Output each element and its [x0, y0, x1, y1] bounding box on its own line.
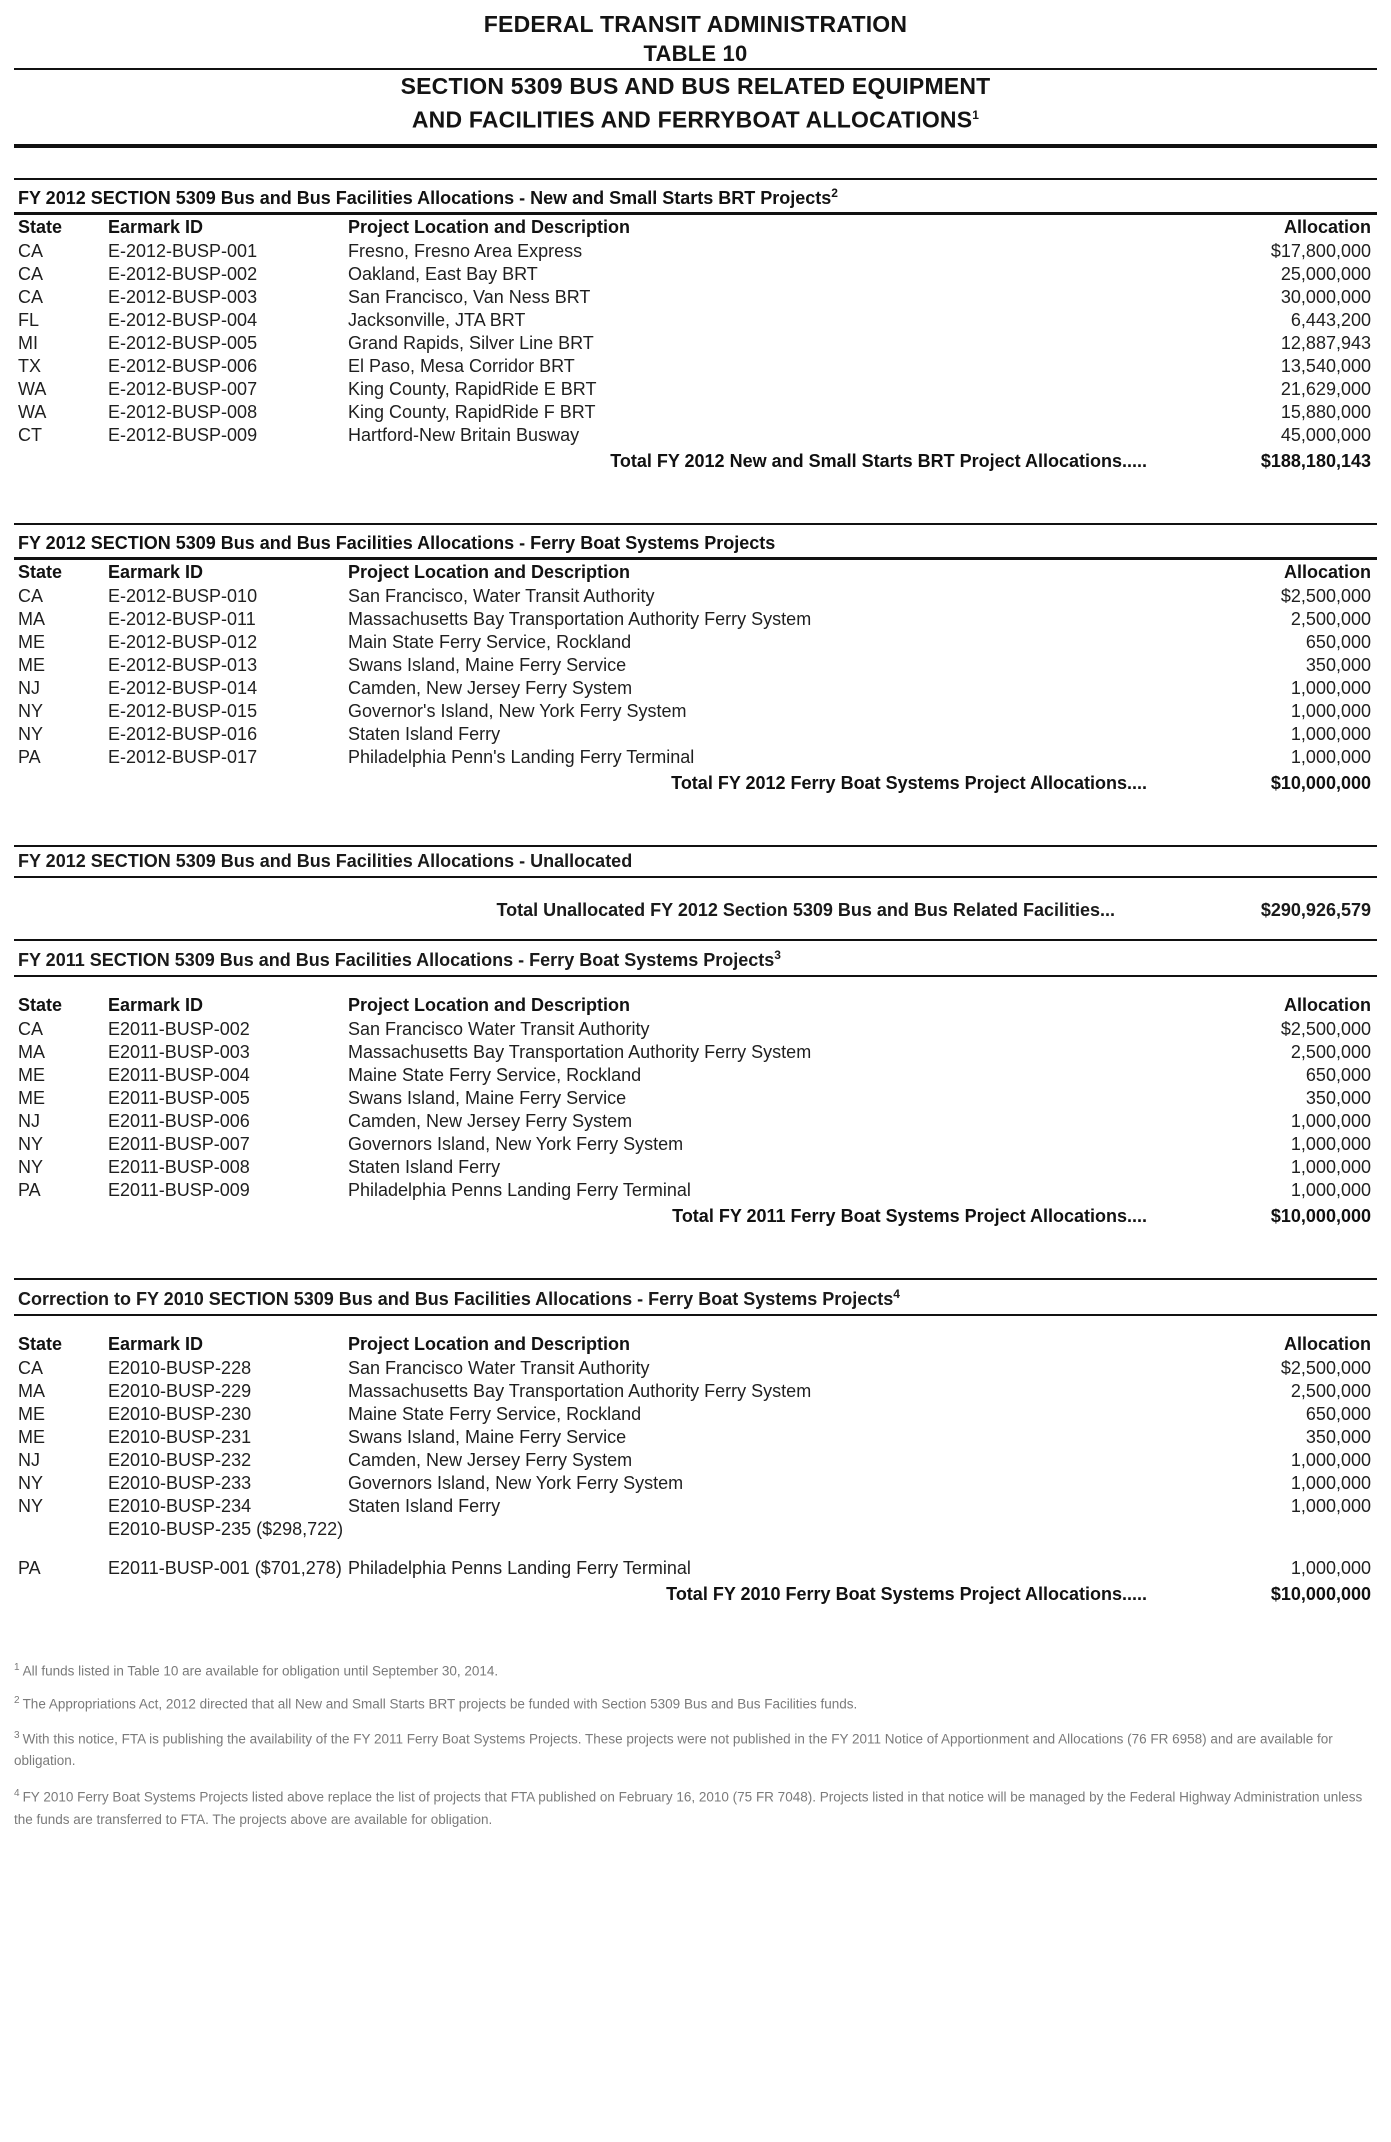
cell-allocation: 1,000,000 — [1290, 1179, 1371, 1200]
cell-description: Main State Ferry Service, Rockland — [348, 631, 632, 652]
table-row — [14, 746, 1377, 769]
total-label: Total FY 2010 Ferry Boat Systems Project Allocations..... — [666, 1583, 1147, 1604]
cell-description: Massachusetts Bay Transportation Authority Ferry System — [348, 1041, 812, 1062]
footnote-text: All funds listed in Table 10 are available for obligation until September 30, 2014. — [22, 1663, 499, 1679]
table-row — [14, 1380, 1377, 1403]
footnote-marker: 2 — [14, 1695, 20, 1707]
cell-description: San Francisco Water Transit Authority — [348, 1357, 650, 1378]
cell-earmark-id: E-2012-BUSP-004 — [108, 309, 258, 330]
cell-description: Massachusetts Bay Transportation Authority Ferry System — [348, 1380, 812, 1401]
cell-allocation: 350,000 — [1305, 1426, 1371, 1447]
cell-allocation: 1,000,000 — [1290, 1133, 1371, 1154]
cell-description: Governors Island, New York Ferry System — [348, 1472, 684, 1493]
column-header-earmark-id: Earmark ID — [108, 994, 204, 1015]
cell-earmark-id: E2011-BUSP-007 — [108, 1133, 250, 1154]
cell-allocation: 650,000 — [1305, 631, 1371, 652]
footnote-4 — [14, 1783, 1377, 1831]
cell-state: CA — [18, 1018, 44, 1039]
cell-earmark-id: E-2012-BUSP-005 — [108, 332, 258, 353]
section-fy2011-ferry — [14, 939, 1377, 1228]
column-header-earmark-id: Earmark ID — [108, 1333, 204, 1354]
allocations-table-fy2012-brt — [14, 215, 1377, 473]
cell-state: NY — [18, 1156, 44, 1177]
total-value: $10,000,000 — [1270, 772, 1371, 793]
column-header-description: Project Location and Description — [348, 216, 631, 237]
cell-description: Staten Island Ferry — [348, 1495, 501, 1516]
total-label: Total FY 2012 Ferry Boat Systems Project Allocations.... — [671, 772, 1147, 793]
cell-description: San Francisco, Water Transit Authority — [348, 585, 655, 606]
cell-allocation: 1,000,000 — [1290, 1495, 1371, 1516]
section-fy2012-brt — [14, 178, 1377, 473]
table-header-row — [14, 993, 1377, 1018]
cell-description: Camden, New Jersey Ferry System — [348, 1449, 633, 1470]
cell-state: NY — [18, 1133, 44, 1154]
total-value: $188,180,143 — [1260, 450, 1371, 471]
cell-allocation: 1,000,000 — [1290, 746, 1371, 767]
cell-allocation: 350,000 — [1305, 1087, 1371, 1108]
section-fy2010-correction — [14, 1278, 1377, 1606]
cell-description: Staten Island Ferry — [348, 723, 501, 744]
table-total-row — [14, 1202, 1377, 1228]
document-header — [0, 0, 1391, 135]
cell-allocation: 13,540,000 — [1280, 355, 1371, 376]
allocations-table-fy2011-ferry — [14, 977, 1377, 1228]
table-row — [14, 1110, 1377, 1133]
cell-earmark-id: E2010-BUSP-228 — [108, 1357, 252, 1378]
column-header-earmark-id: Earmark ID — [108, 216, 204, 237]
cell-earmark-id: E2010-BUSP-229 — [108, 1380, 252, 1401]
cell-earmark-id: E-2012-BUSP-016 — [108, 723, 258, 744]
cell-earmark-id: E2011-BUSP-006 — [108, 1110, 250, 1131]
cell-state: ME — [18, 631, 45, 652]
table-row — [14, 1018, 1377, 1041]
table-row — [14, 378, 1377, 401]
cell-state: CA — [18, 286, 44, 307]
cell-allocation: 1,000,000 — [1290, 1472, 1371, 1493]
cell-earmark-id: E2011-BUSP-004 — [108, 1064, 250, 1085]
table-row — [14, 1041, 1377, 1064]
unallocated-total-value: $290,926,579 — [1260, 899, 1371, 920]
column-header-state: State — [18, 1333, 63, 1354]
column-header-earmark-id: Earmark ID — [108, 561, 204, 582]
column-header-allocation: Allocation — [1283, 1333, 1371, 1354]
cell-earmark-id: E2011-BUSP-003 — [108, 1041, 250, 1062]
cell-description: Governors Island, New York Ferry System — [348, 1133, 684, 1154]
cell-description: Staten Island Ferry — [348, 1156, 501, 1177]
cell-allocation: 2,500,000 — [1290, 1041, 1371, 1062]
spacer — [0, 1258, 1391, 1278]
cell-state: MA — [18, 608, 45, 629]
table-number: TABLE 10 — [643, 41, 748, 66]
cell-state: NJ — [18, 677, 40, 698]
column-header-state: State — [18, 994, 63, 1015]
total-label: Total FY 2011 Ferry Boat Systems Project Allocations.... — [672, 1205, 1147, 1226]
title-footnote-marker: 1 — [972, 108, 980, 122]
section-banner-fy2012-ferry — [14, 523, 1377, 560]
table-row — [14, 401, 1377, 424]
table-row — [14, 1087, 1377, 1110]
cell-state: MA — [18, 1041, 45, 1062]
unallocated-total-row — [14, 878, 1377, 939]
table-row — [14, 723, 1377, 746]
cell-description: Camden, New Jersey Ferry System — [348, 677, 633, 698]
document-title-line-2 — [0, 101, 1391, 135]
cell-description: Maine State Ferry Service, Rockland — [348, 1064, 642, 1085]
footnote-3 — [14, 1725, 1377, 1773]
cell-earmark-id: E-2012-BUSP-001 — [108, 240, 258, 261]
section-banner-text: FY 2012 SECTION 5309 Bus and Bus Facilities Allocations - New and Small Starts BRT Projects — [18, 187, 832, 208]
cell-allocation: 15,880,000 — [1280, 401, 1371, 422]
cell-state: NJ — [18, 1449, 40, 1470]
spacer-cell — [14, 977, 1377, 993]
cell-allocation: 21,629,000 — [1280, 378, 1371, 399]
cell-state: MI — [18, 332, 38, 353]
cell-description: Philadelphia Penn's Landing Ferry Terminal — [348, 746, 695, 767]
total-value: $10,000,000 — [1270, 1583, 1371, 1604]
document-title-line-2-text: AND FACILITIES AND FERRYBOAT ALLOCATIONS — [411, 106, 973, 133]
cell-allocation: 650,000 — [1305, 1064, 1371, 1085]
cell-description: Philadelphia Penns Landing Ferry Terminal — [348, 1557, 691, 1578]
cell-state: CA — [18, 1357, 44, 1378]
cell-description: Grand Rapids, Silver Line BRT — [348, 332, 594, 353]
cell-description: Hartford-New Britain Busway — [348, 424, 580, 445]
table-total-row — [14, 769, 1377, 795]
cell-earmark-id: E2011-BUSP-001 ($701,278) — [108, 1557, 342, 1578]
allocations-table-fy2012-ferry — [14, 560, 1377, 795]
cell-earmark-id: E-2012-BUSP-003 — [108, 286, 258, 307]
cell-state: NY — [18, 1495, 44, 1516]
cell-description: Maine State Ferry Service, Rockland — [348, 1403, 642, 1424]
cell-allocation: 25,000,000 — [1280, 263, 1371, 284]
cell-allocation: $17,800,000 — [1270, 240, 1371, 261]
cell-description: El Paso, Mesa Corridor BRT — [348, 355, 575, 376]
cell-description: Swans Island, Maine Ferry Service — [348, 654, 627, 675]
spacer — [0, 148, 1391, 178]
cell-allocation: $2,500,000 — [1280, 1018, 1371, 1039]
cell-earmark-id: E-2012-BUSP-002 — [108, 263, 258, 284]
cell-state: NJ — [18, 1110, 40, 1131]
cell-allocation: 650,000 — [1305, 1403, 1371, 1424]
column-header-allocation: Allocation — [1283, 994, 1371, 1015]
section-banner-fy2012-brt — [14, 178, 1377, 215]
cell-description: San Francisco, Van Ness BRT — [348, 286, 591, 307]
table-row — [14, 424, 1377, 447]
table-row — [14, 677, 1377, 700]
cell-earmark-id: E2010-BUSP-232 — [108, 1449, 252, 1470]
cell-description: Swans Island, Maine Ferry Service — [348, 1087, 627, 1108]
cell-earmark-id: E-2012-BUSP-015 — [108, 700, 258, 721]
cell-state: ME — [18, 1064, 45, 1085]
table-row — [14, 1357, 1377, 1380]
table-sub-id-row — [14, 1518, 1377, 1541]
cell-earmark-id: E-2012-BUSP-006 — [108, 355, 258, 376]
cell-state: PA — [18, 746, 41, 767]
total-value: $10,000,000 — [1270, 1205, 1371, 1226]
section-banner-text: FY 2011 SECTION 5309 Bus and Bus Facilities Allocations - Ferry Boat Systems Projects — [18, 949, 775, 970]
cell-state: CA — [18, 263, 44, 284]
footnotes-block — [14, 1606, 1377, 1831]
cell-state: NY — [18, 1472, 44, 1493]
cell-earmark-id: E2011-BUSP-008 — [108, 1156, 250, 1177]
cell-earmark-id: E2010-BUSP-234 — [108, 1495, 252, 1516]
column-header-state: State — [18, 561, 63, 582]
cell-state: CA — [18, 240, 44, 261]
cell-state: CT — [18, 424, 42, 445]
table-row — [14, 608, 1377, 631]
cell-state: ME — [18, 654, 45, 675]
cell-state: ME — [18, 1426, 45, 1447]
cell-earmark-id: E2010-BUSP-233 — [108, 1472, 252, 1493]
table-header-row — [14, 560, 1377, 585]
column-header-description: Project Location and Description — [348, 1333, 631, 1354]
cell-state: MA — [18, 1380, 45, 1401]
spacer — [0, 1228, 1391, 1258]
cell-allocation: 12,887,943 — [1280, 332, 1371, 353]
cell-earmark-id: E-2012-BUSP-011 — [108, 608, 256, 629]
section-footnote-marker: 3 — [774, 947, 781, 962]
table-row — [14, 585, 1377, 608]
table-row — [14, 1064, 1377, 1087]
section-footnote-marker: 2 — [831, 185, 838, 200]
cell-allocation: 1,000,000 — [1290, 700, 1371, 721]
cell-description: Massachusetts Bay Transportation Authority Ferry System — [348, 608, 812, 629]
cell-description: Jacksonville, JTA BRT — [348, 309, 526, 330]
cell-sub-earmark-id: E2010-BUSP-235 ($298,722) — [108, 1518, 344, 1539]
cell-earmark-id: E2011-BUSP-005 — [108, 1087, 250, 1108]
cell-allocation: 6,443,200 — [1290, 309, 1371, 330]
table-row — [14, 1179, 1377, 1202]
table-row — [14, 654, 1377, 677]
cell-description: Fresno, Fresno Area Express — [348, 240, 583, 261]
cell-earmark-id: E2010-BUSP-230 — [108, 1403, 252, 1424]
cell-description: San Francisco Water Transit Authority — [348, 1018, 650, 1039]
footnote-marker: 4 — [14, 1788, 20, 1800]
table-header-row — [14, 215, 1377, 240]
cell-allocation: 2,500,000 — [1290, 608, 1371, 629]
footnote-text: FY 2010 Ferry Boat Systems Projects listed above replace the list of projects that FTA published on February 16, 2010 (75 FR 7048). Projects listed in that notice will be managed by the Federal Highway Administration unless the funds are transferred to FTA. The projects above are available for obligation. — [14, 1789, 1363, 1827]
footnote-text: With this notice, FTA is publishing the availability of the FY 2011 Ferry Boat Systems Projects. These projects were not published in the FY 2011 Notice of Apportionment and Allocations (76 FR 6958) and are available for obligation. — [14, 1731, 1333, 1769]
table-row — [14, 1449, 1377, 1472]
cell-state: FL — [18, 309, 40, 330]
spacer — [0, 825, 1391, 845]
cell-earmark-id: E-2012-BUSP-013 — [108, 654, 258, 675]
cell-description: King County, RapidRide E BRT — [348, 378, 597, 399]
spacer — [0, 503, 1391, 523]
cell-state: ME — [18, 1087, 45, 1108]
section-footnote-marker: 4 — [893, 1286, 900, 1301]
table-row — [14, 1495, 1377, 1518]
table-row — [14, 1557, 1377, 1580]
cell-state-empty — [14, 1518, 104, 1541]
cell-allocation: 30,000,000 — [1280, 286, 1371, 307]
cell-state: NY — [18, 723, 44, 744]
cell-earmark-id: E-2012-BUSP-014 — [108, 677, 258, 698]
cell-earmark-id: E-2012-BUSP-007 — [108, 378, 258, 399]
cell-state: ME — [18, 1403, 45, 1424]
footnote-marker: 1 — [14, 1661, 20, 1673]
table-row — [14, 1156, 1377, 1179]
cell-allocation: 2,500,000 — [1290, 1380, 1371, 1401]
table-spacer-row — [14, 1316, 1377, 1332]
table-spacer-row — [14, 1541, 1377, 1557]
table-row — [14, 1472, 1377, 1495]
table-row — [14, 240, 1377, 263]
cell-state: PA — [18, 1179, 41, 1200]
spacer — [0, 473, 1391, 503]
document-title-line-1: SECTION 5309 BUS AND BUS RELATED EQUIPMENT — [400, 73, 991, 99]
spacer-cell — [14, 1541, 1377, 1557]
cell-earmark-id: E2011-BUSP-002 — [108, 1018, 250, 1039]
cell-state: WA — [18, 401, 47, 422]
section-banner-fy2010-correction — [14, 1278, 1377, 1316]
cell-allocation: 1,000,000 — [1290, 1557, 1371, 1578]
cell-earmark-id: E-2012-BUSP-008 — [108, 401, 258, 422]
cell-description: Philadelphia Penns Landing Ferry Terminal — [348, 1179, 691, 1200]
cell-description: Oakland, East Bay BRT — [348, 263, 538, 284]
column-header-description: Project Location and Description — [348, 994, 631, 1015]
section-fy2012-ferry — [14, 523, 1377, 795]
table-row — [14, 1133, 1377, 1156]
table-total-row — [14, 1580, 1377, 1606]
column-header-allocation: Allocation — [1283, 216, 1371, 237]
table-header-row — [14, 1332, 1377, 1357]
cell-allocation: 45,000,000 — [1280, 424, 1371, 445]
table-total-row — [14, 447, 1377, 473]
cell-allocation: 1,000,000 — [1290, 1156, 1371, 1177]
unallocated-total-label: Total Unallocated FY 2012 Section 5309 Bus and Bus Related Facilities... — [496, 899, 1115, 920]
cell-description: King County, RapidRide F BRT — [348, 401, 596, 422]
cell-earmark-id: E-2012-BUSP-009 — [108, 424, 258, 445]
agency-title: FEDERAL TRANSIT ADMINISTRATION — [483, 11, 908, 37]
table-row — [14, 286, 1377, 309]
column-header-state: State — [18, 216, 63, 237]
footnote-marker: 3 — [14, 1729, 20, 1741]
footnote-1 — [14, 1658, 1377, 1681]
cell-allocation: 1,000,000 — [1290, 723, 1371, 744]
table-row — [14, 309, 1377, 332]
spacer-cell — [14, 1316, 1377, 1332]
cell-earmark-id: E-2012-BUSP-017 — [108, 746, 258, 767]
section-banner-text: FY 2012 SECTION 5309 Bus and Bus Facilities Allocations - Ferry Boat Systems Projects — [18, 532, 776, 553]
section-banner-fy2011-ferry — [14, 939, 1377, 977]
cell-allocation: $2,500,000 — [1280, 585, 1371, 606]
cell-allocation: 1,000,000 — [1290, 677, 1371, 698]
cell-allocation: 350,000 — [1305, 654, 1371, 675]
section-fy2012-unallocated — [14, 845, 1377, 939]
footnote-text: The Appropriations Act, 2012 directed that all New and Small Starts BRT projects be funded with Section 5309 Bus and Bus Facilities funds. — [22, 1696, 858, 1712]
header-divider-top — [14, 68, 1377, 70]
section-banner-unallocated: FY 2012 SECTION 5309 Bus and Bus Facilities Allocations - Unallocated — [14, 845, 1377, 878]
cell-state: NY — [18, 700, 44, 721]
table-row — [14, 1426, 1377, 1449]
cell-earmark-id: E-2012-BUSP-012 — [108, 631, 258, 652]
cell-state: PA — [18, 1557, 41, 1578]
cell-state: WA — [18, 378, 47, 399]
footnote-2 — [14, 1691, 1377, 1714]
table-row — [14, 631, 1377, 654]
cell-earmark-id: E-2012-BUSP-010 — [108, 585, 258, 606]
total-label: Total FY 2012 New and Small Starts BRT Project Allocations..... — [610, 450, 1147, 471]
table-row — [14, 332, 1377, 355]
cell-earmark-id: E2011-BUSP-009 — [108, 1179, 250, 1200]
table-row — [14, 1403, 1377, 1426]
table-spacer-row — [14, 977, 1377, 993]
cell-earmark-id: E2010-BUSP-231 — [108, 1426, 252, 1447]
table-row — [14, 263, 1377, 286]
column-header-description: Project Location and Description — [348, 561, 631, 582]
cell-allocation: $2,500,000 — [1280, 1357, 1371, 1378]
table-row — [14, 355, 1377, 378]
cell-description: Governor's Island, New York Ferry System — [348, 700, 687, 721]
cell-allocation: 1,000,000 — [1290, 1449, 1371, 1470]
table-row — [14, 700, 1377, 723]
section-banner-text: Correction to FY 2010 SECTION 5309 Bus and Bus Facilities Allocations - Ferry Boat Systems Projects — [18, 1288, 894, 1309]
cell-description: Camden, New Jersey Ferry System — [348, 1110, 633, 1131]
cell-description: Swans Island, Maine Ferry Service — [348, 1426, 627, 1447]
allocations-table-fy2010-correction — [14, 1316, 1377, 1606]
column-header-allocation: Allocation — [1283, 561, 1371, 582]
cell-state: CA — [18, 585, 44, 606]
cell-allocation: 1,000,000 — [1290, 1110, 1371, 1131]
spacer — [0, 795, 1391, 825]
cell-state: TX — [18, 355, 42, 376]
